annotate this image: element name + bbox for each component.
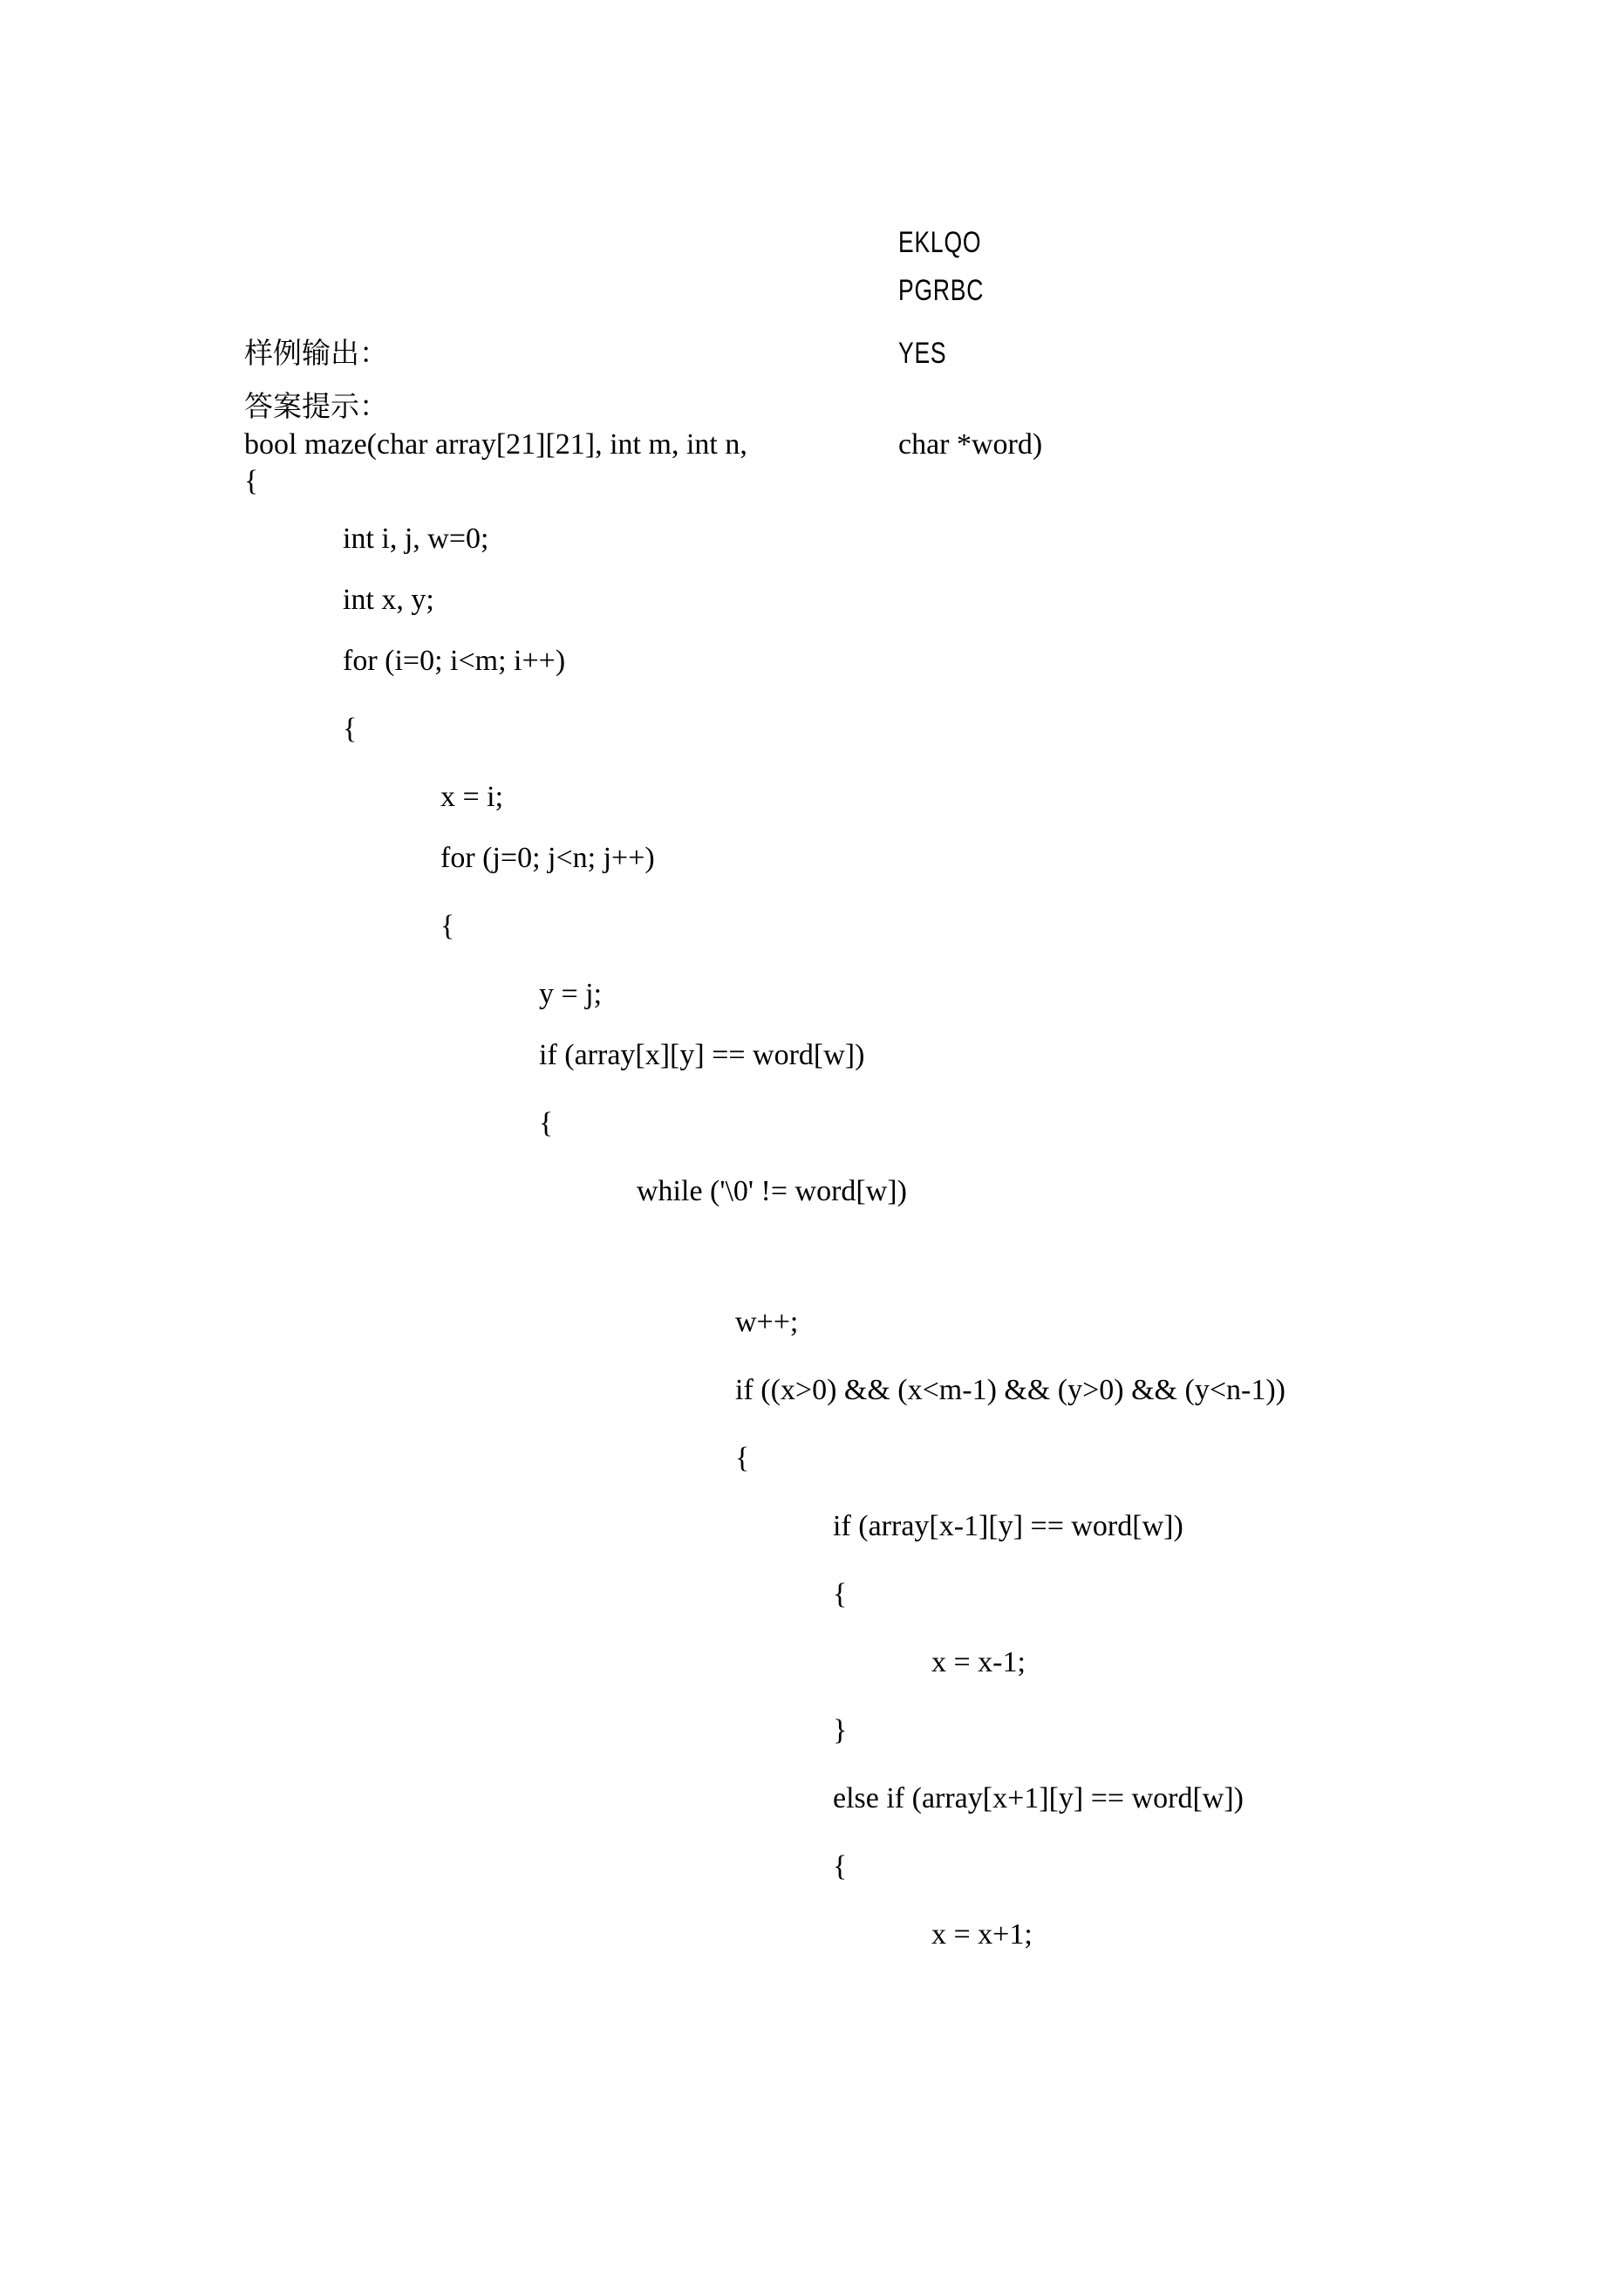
code-open-brace-up: { <box>833 1578 848 1610</box>
code-assign-y-j: y = j; <box>539 978 603 1010</box>
code-assign-x-i: x = i; <box>440 781 504 813</box>
code-w-increment: w++; <box>735 1306 799 1338</box>
code-if-first-match: if (array[x][y] == word[w]) <box>539 1039 865 1071</box>
code-close-brace-up: } <box>833 1714 848 1746</box>
code-open-brace-function: { <box>244 465 259 497</box>
code-for-j: for (j=0; j<n; j++) <box>440 842 655 874</box>
code-for-i: for (i=0; i<m; i++) <box>343 645 566 677</box>
code-while-loop: while ('\0' != word[w]) <box>637 1175 907 1207</box>
code-signature-part-1: bool maze(char array[21][21], int m, int n, <box>244 428 747 461</box>
code-decl-ijw: int i, j, w=0; <box>343 523 489 555</box>
code-if-bounds: if ((x>0) && (x<m-1) && (y>0) && (y<n-1)) <box>735 1374 1285 1406</box>
code-signature-part-2: char *word) <box>898 428 1043 461</box>
sample-output-value: YES <box>898 337 947 370</box>
code-else-if-down: else if (array[x+1][y] == word[w]) <box>833 1782 1244 1814</box>
code-open-brace-for-i: { <box>343 713 358 745</box>
code-if-up: if (array[x-1][y] == word[w]) <box>833 1510 1183 1542</box>
code-decl-xy: int x, y; <box>343 584 434 616</box>
code-open-brace-if: { <box>539 1107 554 1139</box>
sample-input-row-2: PGRBC <box>898 274 985 307</box>
code-assign-down: x = x+1; <box>931 1918 1033 1951</box>
code-open-brace-bounds: { <box>735 1442 750 1474</box>
sample-input-row-1: EKLQO <box>898 226 982 259</box>
code-open-brace-for-j: { <box>440 910 455 942</box>
code-open-brace-down: { <box>833 1850 848 1883</box>
code-assign-up: x = x-1; <box>931 1646 1026 1678</box>
answer-hint-label: 答案提示： <box>244 389 388 423</box>
sample-output-label: 样例输出： <box>244 336 388 370</box>
